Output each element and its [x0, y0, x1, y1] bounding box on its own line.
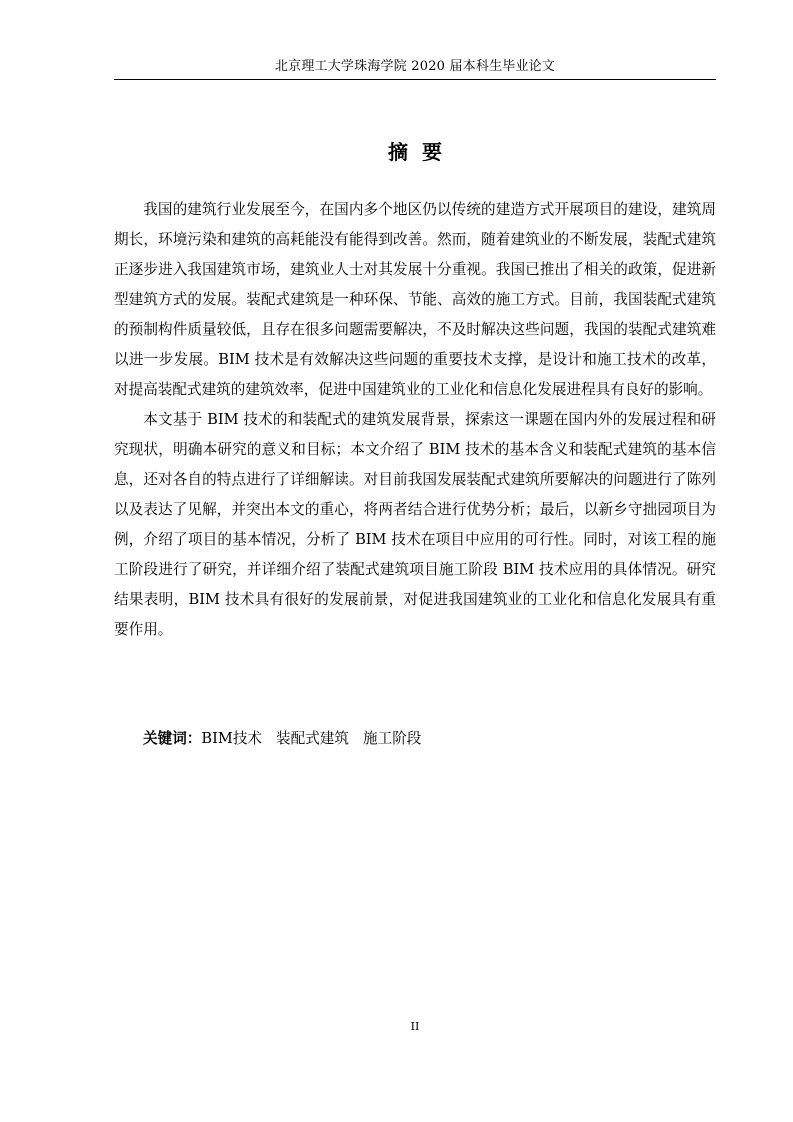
abstract-body — [114, 195, 716, 645]
abstract-title: 摘 要 — [388, 140, 442, 164]
keyword-item: 装配式建筑 — [276, 730, 349, 747]
header-rule — [114, 79, 716, 80]
keywords-line — [114, 724, 716, 754]
abstract-paragraph-2: 本文基于 BIM 技术的和装配式的建筑发展背景，探索这一课题在国内外的发展过程和研究现状，明确本研究的意义和目标；本文介绍了 BIM 技术的基本含义和装配式建筑的基本信息，还对各自的特点进行了详细解读。对目前我国发展装配式建筑所要解决的问题进行了陈列以及表达了见解，并突出本文的重心，将两者结合进行优势分析；最后，以新乡守拙园项目为例，介绍了项目的基本情况，分析了 BIM 技术在项目中应用的可行性。同时，对该工程的施工阶段进行了研究，并详细介绍了装配式建筑项目施工阶段 BIM 技术应用的具体情况。研究结果表明，BIM 技术具有很好的发展前景，对促进我国建筑业的工业化和信息化发展具有重要作用。 — [114, 411, 716, 638]
page-number: II — [410, 1020, 420, 1033]
keywords-label: 关键词： — [143, 730, 202, 747]
abstract-paragraph-1: 我国的建筑行业发展至今，在国内多个地区仍以传统的建造方式开展项目的建设，建筑周期长，环境污染和建筑的高耗能没有能得到改善。然而，随着建筑业的不断发展，装配式建筑正逐步进入我国建筑市场，建筑业人士对其发展十分重视。我国已推出了相关的政策，促进新型建筑方式的发展。装配式建筑是一种环保、节能、高效的施工方式。目前，我国装配式建筑的预制构件质量较低，且存在很多问题需要解决，不及时解决这些问题，我国的装配式建筑难以进一步发展。BIM 技术是有效解决这些问题的重要技术支撑，是设计和施工技术的改革，对提高装配式建筑的建筑效率，促进中国建筑业的工业化和信息化发展进程具有良好的影响。 — [114, 201, 716, 398]
keyword-item: 施工阶段 — [363, 730, 422, 747]
keyword-item: BIM技术 — [201, 730, 263, 747]
running-header: 北京理工大学珠海学院 2020 届本科生毕业论文 — [274, 59, 556, 74]
